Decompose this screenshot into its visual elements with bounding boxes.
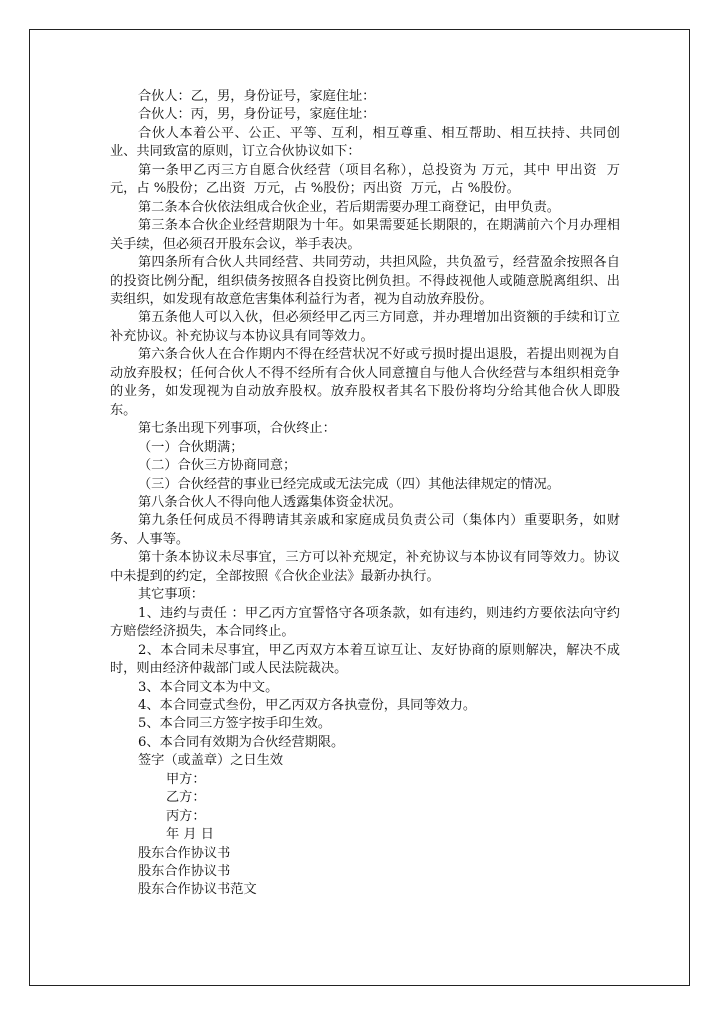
document-body [110,88,620,900]
paragraph: 3、本合同文本为中文。 [138,679,279,695]
paragraph: 1、违约与责任 ：甲乙丙方宜誓恪守各项条款，如有违约，则违约方要依法向守约方赔偿经济损失，本合同终止。 [110,605,620,640]
paragraph: 签字（或盖章）之日生效 [138,753,284,769]
paragraph: （一）合伙期满； [138,439,244,455]
paragraph: 第一条甲乙丙三方自愿合伙经营（项目名称），总投资为 万元，其中 甲出资 万元，占 %股份；乙出资 万元，占 %股份；丙出资 万元，占 %股份。 [110,162,620,197]
paragraph: 2、本合同未尽事宜，甲乙丙双方本着互谅互让、友好协商的原则解决，解决不成时，则由经济仲裁部门或人民法院裁决。 [110,642,620,677]
paragraph: 6、本合同有效期为合伙经营期限。 [138,734,345,750]
paragraph: 股东合作协议书 [138,864,231,880]
paragraph: 4、本合同壹式叁份，甲乙丙双方各执壹份，具同等效力。 [138,697,477,713]
paragraph: 第二条本合伙依法组成合伙企业，若后期需要办理工商登记，由甲负责。 [138,199,560,215]
paragraph: （三）合伙经营的事业已经完成或无法完成（四）其他法律规定的情况。 [138,476,560,492]
paragraph: 第三条本合伙企业经营期限为十年。如果需要延长期限的，在期满前六个月办理相关手续，但必须召开股东会议，举手表决。 [110,218,620,252]
paragraph: 第八条合伙人不得向他人透露集体资金状况。 [138,494,402,510]
paragraph: 第五条他人可以入伙，但必须经甲乙丙三方同意，并办理增加出资额的手续和订立补充协议。补充协议与本协议具有同等效力。 [110,310,620,344]
paragraph: 股东合作协议书 [138,845,231,861]
paragraph: 第七条出现下列事项，合伙终止： [138,421,336,437]
paragraph: 第六条合伙人在合作期内不得在经营状况不好或亏损时提出退股，若提出则视为自动放弃股权；任何合伙人不得不经所有合伙人同意擅自与他人合伙经营与本组织相竞争的业务，如发现视为自动放弃股权。放弃股权者其名下股份将均分给其他合伙人即股东。 [110,347,620,418]
signature-line: 丙方： [166,808,206,824]
paragraph: 第九条任何成员不得聘请其亲戚和家庭成员负责公司（集体内）重要职务，如财务、人事等。 [110,513,620,547]
paragraph: 其它事项： [138,587,204,603]
paragraph: 合伙人：乙，男，身份证号，家庭住址： [138,89,376,104]
paragraph: 第四条所有合伙人共同经营、共同劳动，共担风险，共负盈亏，经营盈余按照各自的投资比例分配，组织债务按照各自投资比例负担。不得歧视他人或随意脱离组织、出卖组织，如发现有故意危害集体利益行为者，视为自动放弃股份。 [110,255,620,307]
paragraph: 股东合作协议书范文 [138,882,257,898]
paragraph: 5、本合同三方签字按手印生效。 [138,716,332,732]
signature-line: 乙方： [166,790,206,806]
paragraph: （二）合伙三方协商同意； [138,458,297,474]
paragraph: 合伙人：丙，男，身份证号，家庭住址： [138,107,376,123]
paragraph: 合伙人本着公平、公正、平等、互利，相互尊重、相互帮助、相互扶持、共同创业、共同致富的原则，订立合伙协议如下： [110,125,620,160]
signature-line: 甲方： [166,771,206,787]
signature-line: 年 月 日 [166,827,214,843]
paragraph: 第十条本协议未尽事宜，三方可以补充规定，补充协议与本协议有同等效力。协议中未提到的约定，全部按照《合伙企业法》最新办执行。 [110,550,620,584]
